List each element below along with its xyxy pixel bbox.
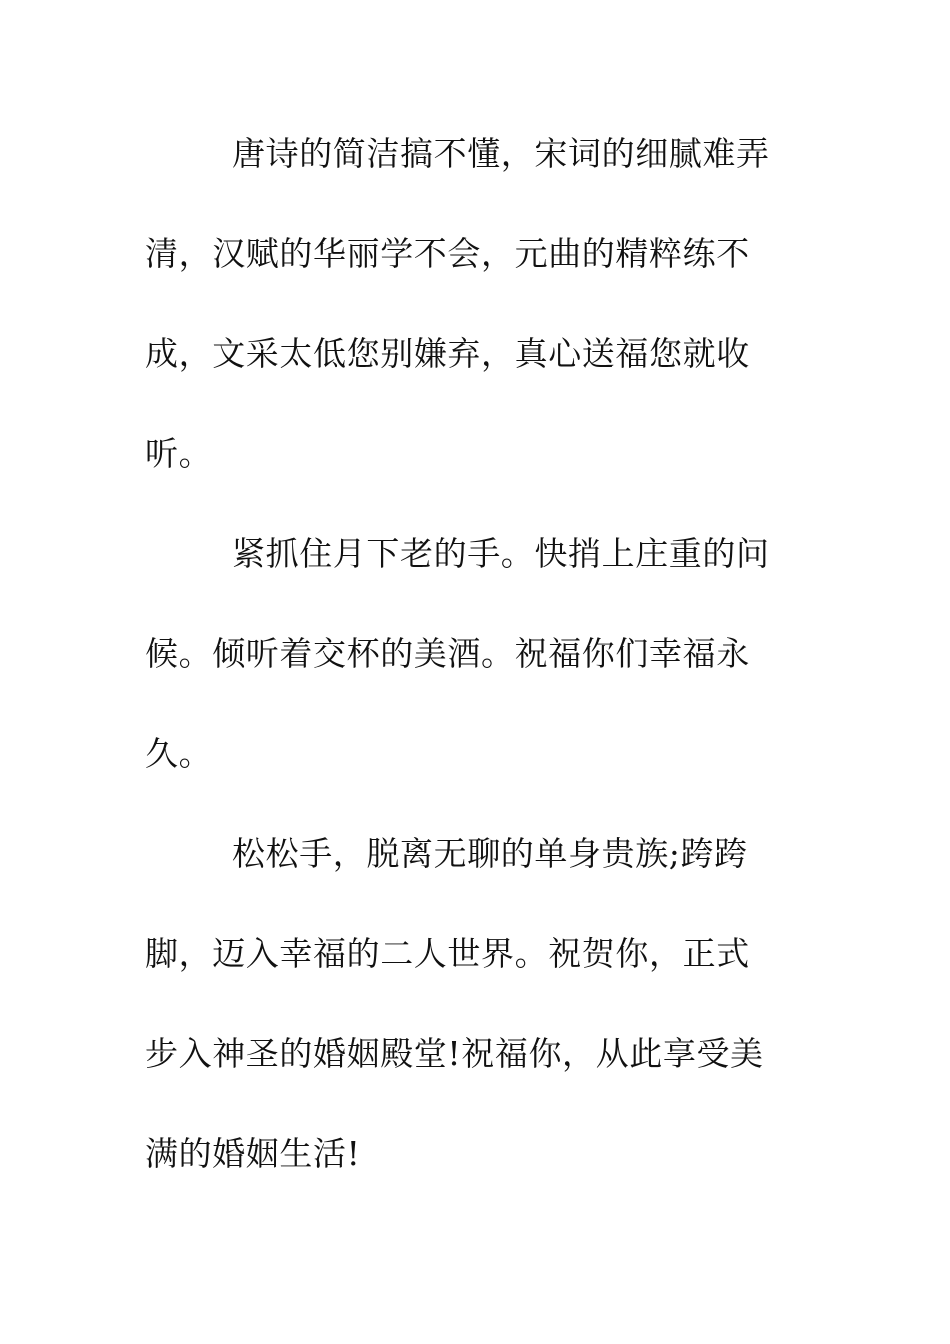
text-line: 候。倾听着交杯的美酒。祝福你们幸福永: [145, 634, 750, 673]
text-line: 满的婚姻生活!: [145, 1134, 361, 1173]
text-line: 唐诗的简洁搞不懂，宋词的细腻难弄: [232, 134, 770, 173]
text-line: 紧抓住月下老的手。快捎上庄重的问: [232, 534, 770, 573]
text-line: 步入神圣的婚姻殿堂!祝福你，从此享受美: [145, 1034, 764, 1073]
text-line: 清，汉赋的华丽学不会，元曲的精粹练不: [145, 234, 750, 273]
text-line: 听。: [145, 434, 213, 473]
text-line: 成，文采太低您别嫌弃，真心送福您就收: [145, 334, 750, 373]
text-line: 久。: [145, 734, 213, 773]
text-line: 松松手，脱离无聊的单身贵族;跨跨: [232, 834, 748, 873]
text-line: 脚，迈入幸福的二人世界。祝贺你，正式: [145, 934, 750, 973]
